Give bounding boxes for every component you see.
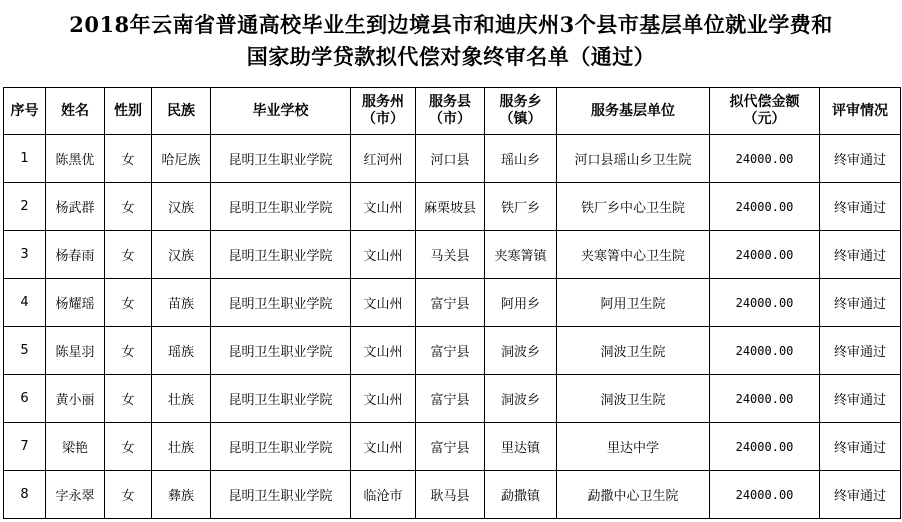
header-seq: 序号 xyxy=(4,88,46,135)
header-prefecture-line1: 服务州 xyxy=(362,94,404,110)
cell-amount: 24000.00 xyxy=(710,279,820,327)
table-row xyxy=(4,327,901,375)
cell-result: 终审通过 xyxy=(820,375,901,423)
cell-ethnicity: 彝族 xyxy=(152,471,211,519)
table-row xyxy=(4,423,901,471)
header-amount-line1: 拟代偿金额 xyxy=(729,94,800,110)
cell-result: 终审通过 xyxy=(820,183,901,231)
cell-township: 夹寒箐镇 xyxy=(485,231,557,279)
header-name: 姓名 xyxy=(46,88,105,135)
cell-school: 昆明卫生职业学院 xyxy=(211,231,351,279)
header-amount xyxy=(710,88,820,135)
cell-county: 耿马县 xyxy=(416,471,485,519)
table-row xyxy=(4,279,901,327)
cell-name: 黄小丽 xyxy=(46,375,105,423)
cell-result: 终审通过 xyxy=(820,423,901,471)
cell-seq: 1 xyxy=(4,135,46,183)
cell-school: 昆明卫生职业学院 xyxy=(211,279,351,327)
cell-unit: 里达中学 xyxy=(557,423,710,471)
cell-county: 富宁县 xyxy=(416,423,485,471)
cell-school: 昆明卫生职业学院 xyxy=(211,375,351,423)
cell-county: 富宁县 xyxy=(416,375,485,423)
cell-seq: 4 xyxy=(4,279,46,327)
cell-unit: 勐撒中心卫生院 xyxy=(557,471,710,519)
cell-unit: 河口县瑶山乡卫生院 xyxy=(557,135,710,183)
table-row xyxy=(4,231,901,279)
cell-school: 昆明卫生职业学院 xyxy=(211,183,351,231)
cell-name: 陈黑优 xyxy=(46,135,105,183)
header-county-line2: （市） xyxy=(429,111,471,127)
cell-seq: 6 xyxy=(4,375,46,423)
cell-township: 里达镇 xyxy=(485,423,557,471)
header-prefecture-line2: （市） xyxy=(362,111,404,127)
cell-ethnicity: 苗族 xyxy=(152,279,211,327)
cell-name: 梁艳 xyxy=(46,423,105,471)
cell-seq: 7 xyxy=(4,423,46,471)
header-unit: 服务基层单位 xyxy=(557,88,710,135)
cell-ethnicity: 壮族 xyxy=(152,375,211,423)
cell-school: 昆明卫生职业学院 xyxy=(211,327,351,375)
cell-county: 富宁县 xyxy=(416,327,485,375)
cell-prefecture: 文山州 xyxy=(351,375,416,423)
cell-ethnicity: 汉族 xyxy=(152,183,211,231)
cell-prefecture: 文山州 xyxy=(351,327,416,375)
cell-amount: 24000.00 xyxy=(710,231,820,279)
document-title xyxy=(0,0,902,87)
cell-amount: 24000.00 xyxy=(710,135,820,183)
header-amount-line2: （元） xyxy=(743,111,786,127)
cell-county: 麻栗坡县 xyxy=(416,183,485,231)
header-gender: 性别 xyxy=(105,88,152,135)
table-row xyxy=(4,183,901,231)
title-line-2: 国家助学贷款拟代偿对象终审名单（通过） xyxy=(246,44,656,69)
cell-gender: 女 xyxy=(105,423,152,471)
cell-unit: 夹寒箐中心卫生院 xyxy=(557,231,710,279)
header-school: 毕业学校 xyxy=(211,88,351,135)
cell-county: 马关县 xyxy=(416,231,485,279)
header-township-line1: 服务乡 xyxy=(499,94,542,110)
cell-prefecture: 文山州 xyxy=(351,279,416,327)
cell-seq: 2 xyxy=(4,183,46,231)
cell-township: 洞波乡 xyxy=(485,375,557,423)
cell-ethnicity: 瑶族 xyxy=(152,327,211,375)
cell-unit: 铁厂乡中心卫生院 xyxy=(557,183,710,231)
cell-amount: 24000.00 xyxy=(710,471,820,519)
cell-seq: 8 xyxy=(4,471,46,519)
cell-name: 陈星羽 xyxy=(46,327,105,375)
cell-county: 河口县 xyxy=(416,135,485,183)
cell-county: 富宁县 xyxy=(416,279,485,327)
header-county xyxy=(416,88,485,135)
cell-township: 瑶山乡 xyxy=(485,135,557,183)
cell-prefecture: 文山州 xyxy=(351,423,416,471)
cell-ethnicity: 哈尼族 xyxy=(152,135,211,183)
cell-gender: 女 xyxy=(105,471,152,519)
cell-township: 铁厂乡 xyxy=(485,183,557,231)
header-prefecture xyxy=(351,88,416,135)
cell-result: 终审通过 xyxy=(820,279,901,327)
cell-result: 终审通过 xyxy=(820,471,901,519)
cell-ethnicity: 壮族 xyxy=(152,423,211,471)
cell-name: 字永翠 xyxy=(46,471,105,519)
table-row xyxy=(4,135,901,183)
header-ethnicity: 民族 xyxy=(152,88,211,135)
cell-seq: 3 xyxy=(4,231,46,279)
cell-prefecture: 临沧市 xyxy=(351,471,416,519)
cell-prefecture: 文山州 xyxy=(351,183,416,231)
cell-amount: 24000.00 xyxy=(710,423,820,471)
cell-gender: 女 xyxy=(105,231,152,279)
cell-gender: 女 xyxy=(105,183,152,231)
cell-result: 终审通过 xyxy=(820,231,901,279)
cell-gender: 女 xyxy=(105,135,152,183)
cell-gender: 女 xyxy=(105,279,152,327)
cell-amount: 24000.00 xyxy=(710,183,820,231)
cell-township: 洞波乡 xyxy=(485,327,557,375)
title-line-1: 2018年云南省普通高校毕业生到边境县市和迪庆州3个县市基层单位就业学费和 xyxy=(69,12,833,37)
header-township xyxy=(485,88,557,135)
cell-school: 昆明卫生职业学院 xyxy=(211,423,351,471)
cell-ethnicity: 汉族 xyxy=(152,231,211,279)
cell-result: 终审通过 xyxy=(820,135,901,183)
header-result: 评审情况 xyxy=(820,88,901,135)
table-row xyxy=(4,471,901,519)
table-header-row xyxy=(4,88,901,135)
cell-prefecture: 红河州 xyxy=(351,135,416,183)
cell-prefecture: 文山州 xyxy=(351,231,416,279)
cell-unit: 阿用卫生院 xyxy=(557,279,710,327)
cell-gender: 女 xyxy=(105,375,152,423)
cell-result: 终审通过 xyxy=(820,327,901,375)
table-body xyxy=(4,135,901,519)
cell-unit: 洞波卫生院 xyxy=(557,375,710,423)
cell-school: 昆明卫生职业学院 xyxy=(211,135,351,183)
cell-seq: 5 xyxy=(4,327,46,375)
header-county-line1: 服务县 xyxy=(429,94,471,110)
cell-school: 昆明卫生职业学院 xyxy=(211,471,351,519)
table-row xyxy=(4,375,901,423)
cell-name: 杨武群 xyxy=(46,183,105,231)
cell-amount: 24000.00 xyxy=(710,327,820,375)
cell-gender: 女 xyxy=(105,327,152,375)
header-township-line2: （镇） xyxy=(499,111,542,127)
cell-township: 阿用乡 xyxy=(485,279,557,327)
cell-name: 杨春雨 xyxy=(46,231,105,279)
cell-name: 杨耀瑶 xyxy=(46,279,105,327)
results-table xyxy=(3,87,901,519)
cell-township: 勐撒镇 xyxy=(485,471,557,519)
cell-amount: 24000.00 xyxy=(710,375,820,423)
cell-unit: 洞波卫生院 xyxy=(557,327,710,375)
